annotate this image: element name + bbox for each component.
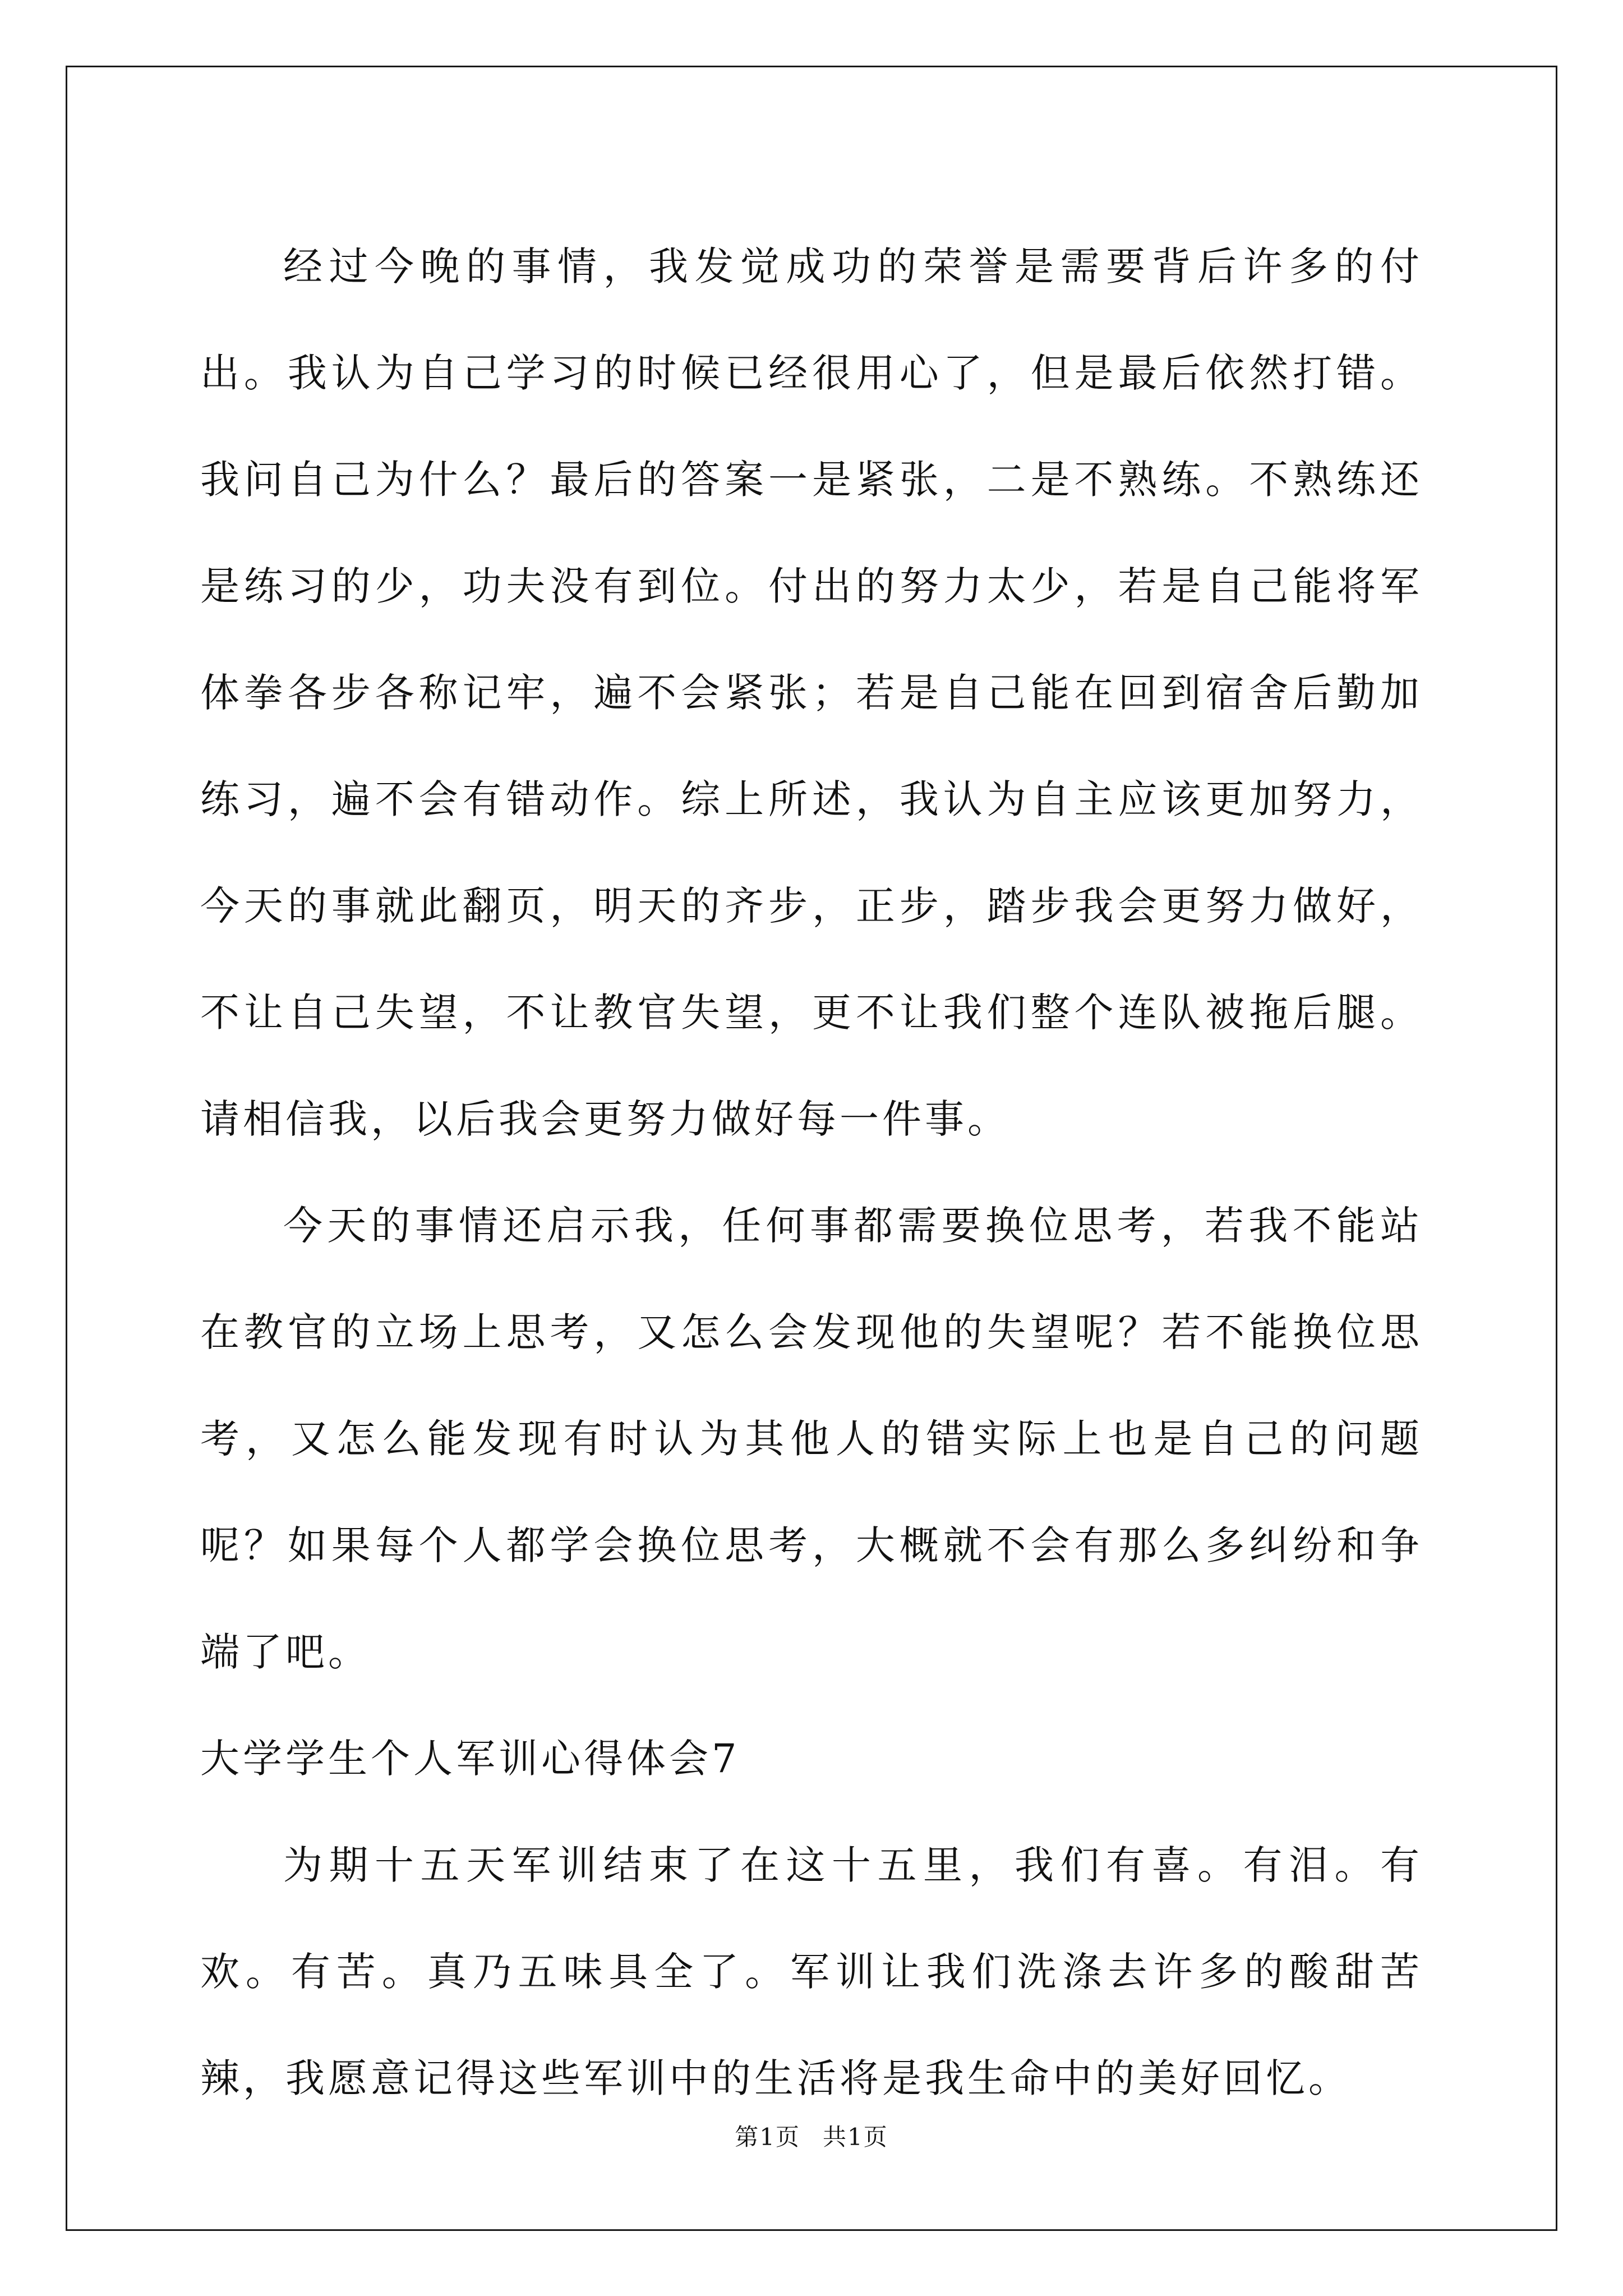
document-body (200, 213, 1423, 2132)
section-heading: 大学学生个人军训心得体会7 (200, 1736, 740, 1782)
paragraph-3: 为期十五天军训结束了在这十五里，我们有喜。有泪。有欢。有苦。真乃五味具全了。军训让我们洗涤去许多的酸甜苦辣，我愿意记得这些军训中的生活将是我生命中的美好回忆。 (200, 1842, 1423, 2101)
paragraph-2: 今天的事情还启示我，任何事都需要换位思考，若我不能站在教官的立场上思考，又怎么会发现他的失望呢？若不能换位思考，又怎么能发现有时认为其他人的错实际上也是自己的问题呢？如果每个人都学会换位思考，大概就不会有那么多纠纷和争端了吧。 (200, 1203, 1423, 1675)
paragraph-1: 经过今晚的事情，我发觉成功的荣誉是需要背后许多的付出。我认为自己学习的时候已经很用心了，但是最后依然打错。我问自己为什么？最后的答案一是紧张，二是不熟练。不熟练还是练习的少，功夫没有到位。付出的努力太少，若是自己能将军体拳各步各称记牢，遍不会紧张；若是自己能在回到宿舍后勤加练习，遍不会有错动作。综上所述，我认为自主应该更加努力，今天的事就此翻页，明天的齐步，正步，踏步我会更努力做好，不让自己失望，不让教官失望，更不让我们整个连队被拖后腿。请相信我，以后我会更努力做好每一件事。 (200, 243, 1423, 1142)
page-number: 第1页 (735, 2123, 800, 2151)
page-total: 共1页 (823, 2123, 888, 2151)
page-footer (0, 2120, 1623, 2154)
